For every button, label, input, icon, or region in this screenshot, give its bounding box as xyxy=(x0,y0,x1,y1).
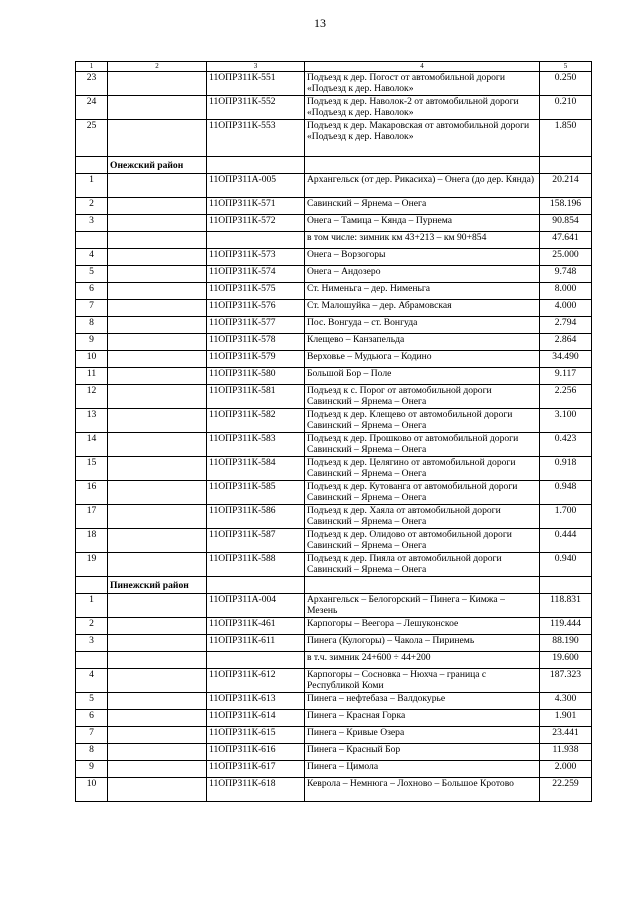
table-row xyxy=(76,249,592,266)
table-row xyxy=(76,635,592,652)
road-name: в том числе: зимник км 43+213 – км 90+854 xyxy=(305,232,540,249)
table-row xyxy=(76,120,592,157)
road-length-km: 25.000 xyxy=(540,249,592,266)
road-id: 11ОПРЗ11К-583 xyxy=(207,433,305,457)
district-name: Онежский район xyxy=(108,157,207,174)
road-id: 11ОПРЗ11К-581 xyxy=(207,385,305,409)
road-id: 11ОПРЗ11К-573 xyxy=(207,249,305,266)
road-name: Подъезд к дер. Пияла от автомобильной дороги Савинский – Ярнема – Онега xyxy=(305,553,540,577)
road-name: Пинега – нефтебаза – Валдокурье xyxy=(305,693,540,710)
road-name: Большой Бор – Поле xyxy=(305,368,540,385)
road-length-km: 0.948 xyxy=(540,481,592,505)
empty-cell xyxy=(305,577,540,594)
road-name: Подъезд к дер. Олидово от автомобильной дороги Савинский – Ярнема – Онега xyxy=(305,529,540,553)
row-number: 10 xyxy=(76,778,108,802)
empty-cell xyxy=(540,157,592,174)
row-number: 3 xyxy=(76,215,108,232)
road-name: Подъезд к дер. Клещево от автомобильной дороги Савинский – Ярнема – Онега xyxy=(305,409,540,433)
empty-cell xyxy=(108,744,207,761)
road-name: Онега – Тамица – Кянда – Пурнема xyxy=(305,215,540,232)
empty-cell xyxy=(108,409,207,433)
table-row xyxy=(76,409,592,433)
road-id: 11ОПРЗ11К-575 xyxy=(207,283,305,300)
table-row xyxy=(76,266,592,283)
road-name: Клещево – Канзапельда xyxy=(305,334,540,351)
road-length-km: 1.700 xyxy=(540,505,592,529)
road-name: Подъезд к дер. Наволок-2 от автомобильной дороги «Подъезд к дер. Наволок» xyxy=(305,96,540,120)
row-number: 15 xyxy=(76,457,108,481)
road-id: 11ОПРЗ11К-588 xyxy=(207,553,305,577)
table-row xyxy=(76,761,592,778)
road-name: Подъезд к дер. Кутованга от автомобильной дороги Савинский – Ярнема – Онега xyxy=(305,481,540,505)
table-row xyxy=(76,368,592,385)
road-length-km: 0.210 xyxy=(540,96,592,120)
row-number: 16 xyxy=(76,481,108,505)
empty-cell xyxy=(108,368,207,385)
road-length-km: 88.190 xyxy=(540,635,592,652)
road-name: Пинега – Цимола xyxy=(305,761,540,778)
road-length-km: 34.490 xyxy=(540,351,592,368)
road-id: 11ОПРЗ11К-571 xyxy=(207,198,305,215)
road-length-km: 119.444 xyxy=(540,618,592,635)
road-length-km: 4.300 xyxy=(540,693,592,710)
road-name: Пинега – Кривые Озера xyxy=(305,727,540,744)
road-length-km: 90.854 xyxy=(540,215,592,232)
empty-cell xyxy=(108,334,207,351)
empty-cell xyxy=(76,577,108,594)
table-row xyxy=(76,317,592,334)
row-number: 23 xyxy=(76,72,108,96)
table-row xyxy=(76,174,592,198)
empty-cell xyxy=(108,433,207,457)
table-row xyxy=(76,215,592,232)
table-row xyxy=(76,693,592,710)
road-name: Пинега (Кулогоры) – Чакола – Пиринемь xyxy=(305,635,540,652)
road-id: 11ОПРЗ11К-614 xyxy=(207,710,305,727)
road-length-km: 187.323 xyxy=(540,669,592,693)
road-name: Ст. Малошуйка – дер. Абрамовская xyxy=(305,300,540,317)
row-number: 4 xyxy=(76,669,108,693)
road-length-km: 47.641 xyxy=(540,232,592,249)
road-length-km: 23.441 xyxy=(540,727,592,744)
road-name: Архангельск (от дер. Рикасиха) – Онега (до дер. Кянда) xyxy=(305,174,540,198)
road-id xyxy=(207,652,305,669)
empty-cell xyxy=(108,317,207,334)
row-number xyxy=(76,652,108,669)
road-id: 11ОПРЗ11К-461 xyxy=(207,618,305,635)
road-name: Подъезд к дер. Прошково от автомобильной дороги Савинский – Ярнема – Онега xyxy=(305,433,540,457)
road-register-table xyxy=(75,61,592,802)
road-name: Пинега – Красный Бор xyxy=(305,744,540,761)
row-number: 13 xyxy=(76,409,108,433)
table-row xyxy=(76,529,592,553)
road-id: 11ОПРЗ11К-551 xyxy=(207,72,305,96)
table-row xyxy=(76,300,592,317)
table-row xyxy=(76,433,592,457)
row-number: 7 xyxy=(76,727,108,744)
road-id: 11ОПРЗ11А-004 xyxy=(207,594,305,618)
row-number: 1 xyxy=(76,174,108,198)
road-id xyxy=(207,232,305,249)
column-number: 5 xyxy=(540,62,592,72)
row-number: 14 xyxy=(76,433,108,457)
row-number: 18 xyxy=(76,529,108,553)
road-id: 11ОПРЗ11К-553 xyxy=(207,120,305,157)
road-length-km: 22.259 xyxy=(540,778,592,802)
table-row xyxy=(76,553,592,577)
empty-cell xyxy=(108,72,207,96)
row-number: 25 xyxy=(76,120,108,157)
road-length-km: 19.600 xyxy=(540,652,592,669)
road-id: 11ОПРЗ11К-552 xyxy=(207,96,305,120)
road-id: 11ОПРЗ11К-586 xyxy=(207,505,305,529)
column-number: 2 xyxy=(108,62,207,72)
road-name: Ст. Нименьга – дер. Нименьга xyxy=(305,283,540,300)
road-length-km: 20.214 xyxy=(540,174,592,198)
empty-cell xyxy=(108,529,207,553)
row-number: 24 xyxy=(76,96,108,120)
row-number: 3 xyxy=(76,635,108,652)
empty-cell xyxy=(108,198,207,215)
empty-cell xyxy=(108,594,207,618)
road-id: 11ОПРЗ11К-579 xyxy=(207,351,305,368)
district-name: Пинежский район xyxy=(108,577,207,594)
table-row xyxy=(76,457,592,481)
empty-cell xyxy=(108,505,207,529)
road-length-km: 11.938 xyxy=(540,744,592,761)
empty-cell xyxy=(108,481,207,505)
row-number: 9 xyxy=(76,761,108,778)
road-name: Онега – Ворзогоры xyxy=(305,249,540,266)
road-name: Карпогоры – Веегора – Лешуконское xyxy=(305,618,540,635)
road-id: 11ОПРЗ11К-578 xyxy=(207,334,305,351)
road-length-km: 118.831 xyxy=(540,594,592,618)
table-row xyxy=(76,778,592,802)
table-row xyxy=(76,481,592,505)
road-length-km: 2.000 xyxy=(540,761,592,778)
column-number: 3 xyxy=(207,62,305,72)
table-row xyxy=(76,744,592,761)
empty-cell xyxy=(108,669,207,693)
road-length-km: 2.794 xyxy=(540,317,592,334)
road-length-km: 9.748 xyxy=(540,266,592,283)
road-length-km: 158.196 xyxy=(540,198,592,215)
row-number: 8 xyxy=(76,317,108,334)
road-name: Подъезд к дер. Целягино от автомобильной дороги Савинский – Ярнема – Онега xyxy=(305,457,540,481)
empty-cell xyxy=(108,635,207,652)
road-length-km: 4.000 xyxy=(540,300,592,317)
row-number: 12 xyxy=(76,385,108,409)
table-row xyxy=(76,283,592,300)
empty-cell xyxy=(108,457,207,481)
column-number: 4 xyxy=(305,62,540,72)
empty-cell xyxy=(305,157,540,174)
empty-cell xyxy=(108,710,207,727)
road-name: Подъезд к дер. Погост от автомобильной дороги «Подъезд к дер. Наволок» xyxy=(305,72,540,96)
empty-cell xyxy=(76,157,108,174)
table-row xyxy=(76,669,592,693)
row-number xyxy=(76,232,108,249)
road-length-km: 2.864 xyxy=(540,334,592,351)
road-id: 11ОПРЗ11К-618 xyxy=(207,778,305,802)
empty-cell xyxy=(207,577,305,594)
road-name: Подъезд к дер. Макаровская от автомобильной дороги «Подъезд к дер. Наволок» xyxy=(305,120,540,157)
table-row xyxy=(76,198,592,215)
empty-cell xyxy=(108,96,207,120)
empty-cell xyxy=(108,300,207,317)
road-length-km: 0.444 xyxy=(540,529,592,553)
empty-cell xyxy=(108,727,207,744)
empty-cell xyxy=(108,283,207,300)
table-row xyxy=(76,351,592,368)
row-number: 6 xyxy=(76,710,108,727)
empty-cell xyxy=(108,778,207,802)
table-row xyxy=(76,505,592,529)
empty-cell xyxy=(108,385,207,409)
road-id: 11ОПРЗ11К-572 xyxy=(207,215,305,232)
empty-cell xyxy=(108,120,207,157)
road-length-km: 0.423 xyxy=(540,433,592,457)
road-id: 11ОПРЗ11К-577 xyxy=(207,317,305,334)
empty-cell xyxy=(108,693,207,710)
row-number: 11 xyxy=(76,368,108,385)
row-number: 5 xyxy=(76,266,108,283)
empty-cell xyxy=(108,266,207,283)
empty-cell xyxy=(207,157,305,174)
district-header-row xyxy=(76,157,592,174)
table-row xyxy=(76,96,592,120)
table-row xyxy=(76,334,592,351)
road-id: 11ОПРЗ11К-576 xyxy=(207,300,305,317)
road-name: Архангельск – Белогорский – Пинега – Кимжа – Мезень xyxy=(305,594,540,618)
empty-cell xyxy=(108,351,207,368)
road-length-km: 0.918 xyxy=(540,457,592,481)
table-row xyxy=(76,385,592,409)
road-name: Верховье – Мудьюга – Кодино xyxy=(305,351,540,368)
road-name: в т.ч. зимник 24+600 ÷ 44+200 xyxy=(305,652,540,669)
road-name: Онега – Андозеро xyxy=(305,266,540,283)
road-length-km: 0.250 xyxy=(540,72,592,96)
road-name: Карпогоры – Сосновка – Нюхча – граница с Республикой Коми xyxy=(305,669,540,693)
row-number: 9 xyxy=(76,334,108,351)
empty-cell xyxy=(108,618,207,635)
road-id: 11ОПРЗ11К-613 xyxy=(207,693,305,710)
row-number: 17 xyxy=(76,505,108,529)
district-header-row xyxy=(76,577,592,594)
table-row xyxy=(76,72,592,96)
table-row xyxy=(76,232,592,249)
road-id: 11ОПРЗ11К-617 xyxy=(207,761,305,778)
road-length-km: 3.100 xyxy=(540,409,592,433)
row-number: 2 xyxy=(76,198,108,215)
empty-cell xyxy=(108,652,207,669)
road-length-km: 0.940 xyxy=(540,553,592,577)
road-id: 11ОПРЗ11К-580 xyxy=(207,368,305,385)
row-number: 10 xyxy=(76,351,108,368)
table-body xyxy=(76,62,592,802)
road-length-km: 8.000 xyxy=(540,283,592,300)
road-name: Савинский – Ярнема – Онега xyxy=(305,198,540,215)
row-number: 5 xyxy=(76,693,108,710)
table-row xyxy=(76,618,592,635)
road-name: Подъезд к с. Порог от автомобильной дороги Савинский – Ярнема – Онега xyxy=(305,385,540,409)
row-number: 6 xyxy=(76,283,108,300)
road-length-km: 2.256 xyxy=(540,385,592,409)
road-id: 11ОПРЗ11К-584 xyxy=(207,457,305,481)
row-number: 1 xyxy=(76,594,108,618)
road-id: 11ОПРЗ11К-616 xyxy=(207,744,305,761)
row-number: 2 xyxy=(76,618,108,635)
road-id: 11ОПРЗ11К-585 xyxy=(207,481,305,505)
table-row xyxy=(76,594,592,618)
road-length-km: 1.901 xyxy=(540,710,592,727)
empty-cell xyxy=(108,249,207,266)
empty-cell xyxy=(108,232,207,249)
road-name: Кеврола – Немнюга – Лохново – Большое Кротово xyxy=(305,778,540,802)
table-row xyxy=(76,727,592,744)
road-name: Пос. Вонгуда – ст. Вонгуда xyxy=(305,317,540,334)
road-length-km: 1.850 xyxy=(540,120,592,157)
row-number: 19 xyxy=(76,553,108,577)
table-row xyxy=(76,710,592,727)
empty-cell xyxy=(108,553,207,577)
empty-cell xyxy=(108,215,207,232)
road-id: 11ОПРЗ11К-582 xyxy=(207,409,305,433)
road-id: 11ОПРЗ11К-611 xyxy=(207,635,305,652)
row-number: 4 xyxy=(76,249,108,266)
row-number: 8 xyxy=(76,744,108,761)
page-number: 13 xyxy=(314,16,326,30)
road-length-km: 9.117 xyxy=(540,368,592,385)
empty-cell xyxy=(108,174,207,198)
empty-cell xyxy=(108,761,207,778)
row-number: 7 xyxy=(76,300,108,317)
road-id: 11ОПРЗ11К-574 xyxy=(207,266,305,283)
table-row xyxy=(76,652,592,669)
column-number-row xyxy=(76,62,592,72)
road-id: 11ОПРЗ11К-615 xyxy=(207,727,305,744)
road-id: 11ОПРЗ11А-005 xyxy=(207,174,305,198)
road-id: 11ОПРЗ11К-612 xyxy=(207,669,305,693)
road-name: Пинега – Красная Горка xyxy=(305,710,540,727)
road-id: 11ОПРЗ11К-587 xyxy=(207,529,305,553)
empty-cell xyxy=(540,577,592,594)
column-number: 1 xyxy=(76,62,108,72)
road-name: Подъезд к дер. Хаяла от автомобильной дороги Савинский – Ярнема – Онега xyxy=(305,505,540,529)
